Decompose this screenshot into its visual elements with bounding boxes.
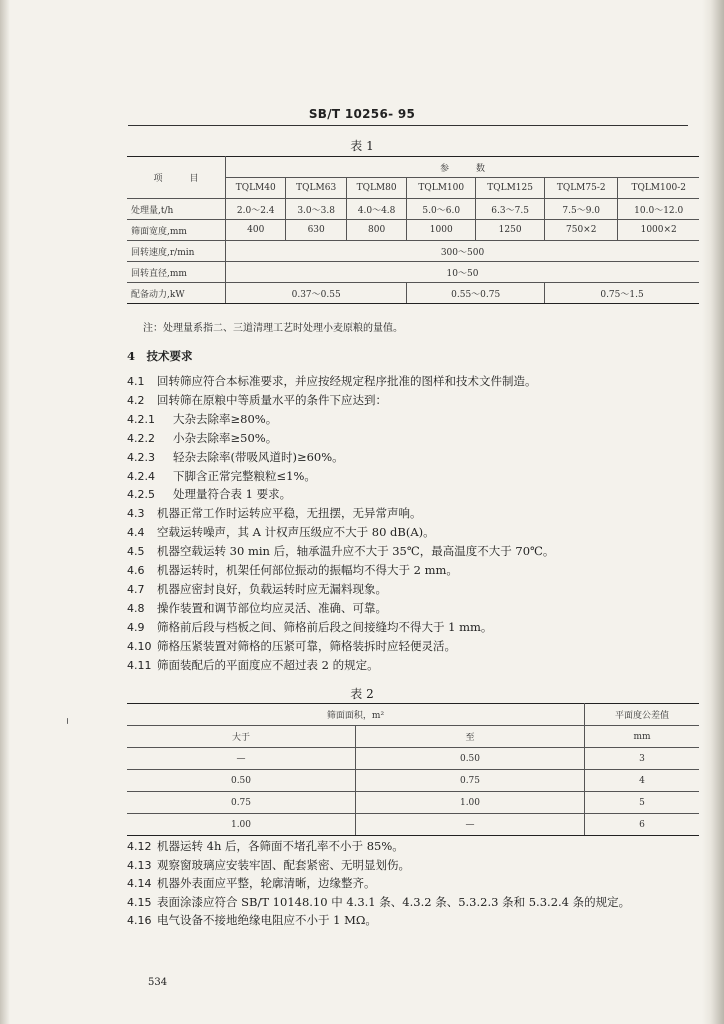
table-cell-group: 0.75～1.5: [545, 283, 699, 304]
clause-number: 4.2.2: [127, 431, 155, 445]
table-row: [127, 814, 699, 836]
clause-text: 机器运转时，机架任何部位振动的振幅均不得大于 2 mm。: [157, 563, 458, 577]
col-to-header: 至: [356, 726, 585, 748]
clause-line: [127, 876, 376, 891]
table-row: [127, 220, 699, 241]
table-cell: 4: [585, 770, 700, 792]
table-cell: —: [356, 814, 585, 836]
model-header: TQLM75-2: [545, 178, 618, 199]
model-header: TQLM125: [476, 178, 545, 199]
clause-text: 电气设备不接地绝缘电阻应不小于 1 MΩ。: [157, 913, 377, 928]
clause-number: 4.1: [127, 375, 145, 388]
clause-line: [127, 913, 377, 928]
table-cell: 0.50: [356, 748, 585, 770]
table-cell: 10.0～12.0: [618, 199, 699, 220]
clause-number: 4.5: [127, 545, 145, 559]
clause-text: 机器正常工作时运转应平稳，无扭摆，无异常声响。: [157, 506, 422, 521]
clause-line: [127, 582, 387, 597]
table-cell: 0.75: [127, 792, 356, 814]
clause-number: 4.6: [127, 564, 145, 577]
table-cell: 400: [226, 220, 286, 241]
clause-number: 4.3: [127, 507, 145, 521]
clause-text: 下脚含正常完整粮粒≤1%。: [173, 468, 316, 483]
clause-number: 4.11: [127, 658, 152, 672]
table-row: [127, 792, 699, 814]
clause-text: 筛格前后段与档板之间、筛格前后段之间接缝均不得大于 1 mm。: [157, 619, 493, 634]
table-cell: 1.00: [356, 792, 585, 814]
table-cell: 2.0～2.4: [226, 199, 286, 220]
clause-line: [127, 544, 554, 559]
clause-number: 4.2.5: [127, 488, 155, 502]
clause-line: [127, 487, 291, 502]
area-header: 筛面面积，m²: [127, 704, 585, 726]
clause-number: 4.12: [127, 840, 152, 853]
clause-number: 4.4: [127, 526, 145, 540]
table-cell: 6.3～7.5: [476, 199, 545, 220]
table-cell: 800: [346, 220, 406, 241]
clause-text: 表面涂漆应符合 SB/T 10148.10 中 4.3.1 条、4.3.2 条、5.3.2.3 条和 5.3.2.4 条的规定。: [157, 894, 631, 909]
model-header: TQLM100-2: [618, 178, 699, 199]
tolerance-header: 平面度公差值: [585, 704, 700, 726]
table-cell-group: 0.37～0.55: [226, 283, 407, 304]
model-header: TQLM80: [346, 178, 406, 199]
clause-line: [127, 563, 458, 578]
row-label: 处理量,t/h: [127, 199, 226, 220]
clause-text: 大杂去除率≥80%。: [173, 411, 278, 426]
clause-number: 4.16: [127, 914, 152, 928]
clause-text: 机器空载运转 30 min 后，轴承温升应不大于 35℃，最高温度不大于 70℃。: [157, 544, 555, 559]
clause-text: 回转筛应符合本标准要求，并应按经规定程序批准的图样和技术文件制造。: [157, 374, 537, 388]
clause-line: [127, 374, 537, 389]
table-cell: —: [127, 748, 356, 770]
table-cell: 5.0～6.0: [407, 199, 476, 220]
clause-number: 4.8: [127, 601, 145, 615]
clause-text: 机器应密封良好，负载运转时应无漏料现象。: [157, 581, 387, 596]
clause-line: [127, 895, 630, 910]
table-cell: 5: [585, 792, 700, 814]
table-cell: 3.0～3.8: [286, 199, 346, 220]
header-rule: [128, 125, 688, 126]
table-cell: 3: [585, 748, 700, 770]
clause-text: 筛面装配后的平面度应不超过表 2 的规定。: [157, 657, 379, 672]
clause-text: 观察窗玻璃应安装牢固、配套紧密、无明显划伤。: [157, 857, 410, 872]
table2-caption: 表 2: [350, 687, 374, 701]
clause-number: 4.2: [127, 393, 145, 407]
table-row: [127, 283, 699, 304]
scan-speck: [67, 718, 68, 724]
table-cell: 0.75: [356, 770, 585, 792]
table-cell-merged: 10～50: [226, 262, 700, 283]
table-cell: 1000×2: [618, 220, 699, 241]
clause-line: [127, 469, 316, 484]
clause-line: [127, 658, 379, 673]
clause-line: [127, 450, 344, 465]
clause-text: 回转筛在原粮中等质量水平的条件下应达到：: [157, 392, 387, 407]
clause-line: [127, 525, 435, 540]
clause-number: 4.10: [127, 639, 152, 653]
clause-text: 轻杂去除率(带吸风道时)≥60%。: [173, 449, 344, 464]
table-2: [127, 703, 699, 836]
table-cell: 630: [286, 220, 346, 241]
clause-line: [127, 431, 277, 446]
row-label: 配备动力,kW: [127, 283, 226, 304]
table-cell: 750×2: [545, 220, 618, 241]
clause-text: 空载运转噪声，其 A 计权声压级应不大于 80 dB(A)。: [157, 525, 435, 540]
table-cell: 1000: [407, 220, 476, 241]
row-label: 回转直径,mm: [127, 262, 226, 283]
table-row: [127, 241, 699, 262]
clause-line: [127, 639, 456, 654]
clause-number: 4.14: [127, 877, 152, 891]
clause-line: [127, 839, 404, 854]
table-cell: 6: [585, 814, 700, 836]
unit-header: mm: [585, 726, 700, 748]
table1-note: 注：处理量系指二、三道清理工艺时处理小麦原粮的量值。: [143, 323, 403, 334]
table-cell: 1250: [476, 220, 545, 241]
table1-caption: 表 1: [350, 139, 374, 153]
clause-line: [127, 620, 492, 635]
row-label: 回转速度,r/min: [127, 241, 226, 262]
clause-number: 4.15: [127, 895, 152, 909]
row-label: 筛面宽度,mm: [127, 220, 226, 241]
col-from-header: 大于: [127, 726, 356, 748]
clause-line: [127, 506, 422, 521]
table-row: [127, 748, 699, 770]
model-header: TQLM40: [226, 178, 286, 199]
table-cell: 0.50: [127, 770, 356, 792]
model-header: TQLM63: [286, 178, 346, 199]
table-cell-group: 0.55～0.75: [407, 283, 545, 304]
page-number: 534: [148, 977, 168, 988]
clause-number: 4.9: [127, 620, 145, 634]
clause-text: 处理量符合表 1 要求。: [173, 487, 292, 502]
table-cell-merged: 300～500: [226, 241, 700, 262]
section-title: 4 技术要求: [127, 349, 193, 363]
clause-text: 机器外表面应平整，轮廓清晰，边缘整齐。: [157, 876, 376, 891]
table-cell: 1.00: [127, 814, 356, 836]
clause-line: [127, 858, 410, 873]
clause-number: 4.2.4: [127, 469, 155, 483]
clause-number: 4.2.1: [127, 412, 155, 426]
clause-line: [127, 393, 387, 408]
clause-text: 操作装置和调节部位均应灵活、准确、可靠。: [157, 600, 387, 615]
clause-number: 4.7: [127, 582, 145, 596]
clause-line: [127, 412, 277, 427]
clause-text: 小杂去除率≥50%。: [173, 430, 278, 445]
table-row: [127, 770, 699, 792]
clause-line: [127, 601, 387, 616]
table-1: [127, 156, 699, 304]
table-row: [127, 199, 699, 220]
clause-text: 机器运转 4h 后，各筛面不堵孔率不小于 85%。: [157, 839, 404, 853]
param-header: 参 数: [226, 157, 700, 178]
item-header: 项 目: [127, 157, 226, 199]
standard-code-header: SB/T 10256- 95: [308, 107, 416, 121]
table-cell: 4.0～4.8: [346, 199, 406, 220]
clause-number: 4.2.3: [127, 450, 155, 464]
table-row: [127, 262, 699, 283]
model-header: TQLM100: [407, 178, 476, 199]
clause-text: 筛格压紧装置对筛格的压紧可靠，筛格装拆时应轻便灵活。: [157, 638, 456, 653]
table-cell: 7.5～9.0: [545, 199, 618, 220]
clause-number: 4.13: [127, 858, 152, 872]
